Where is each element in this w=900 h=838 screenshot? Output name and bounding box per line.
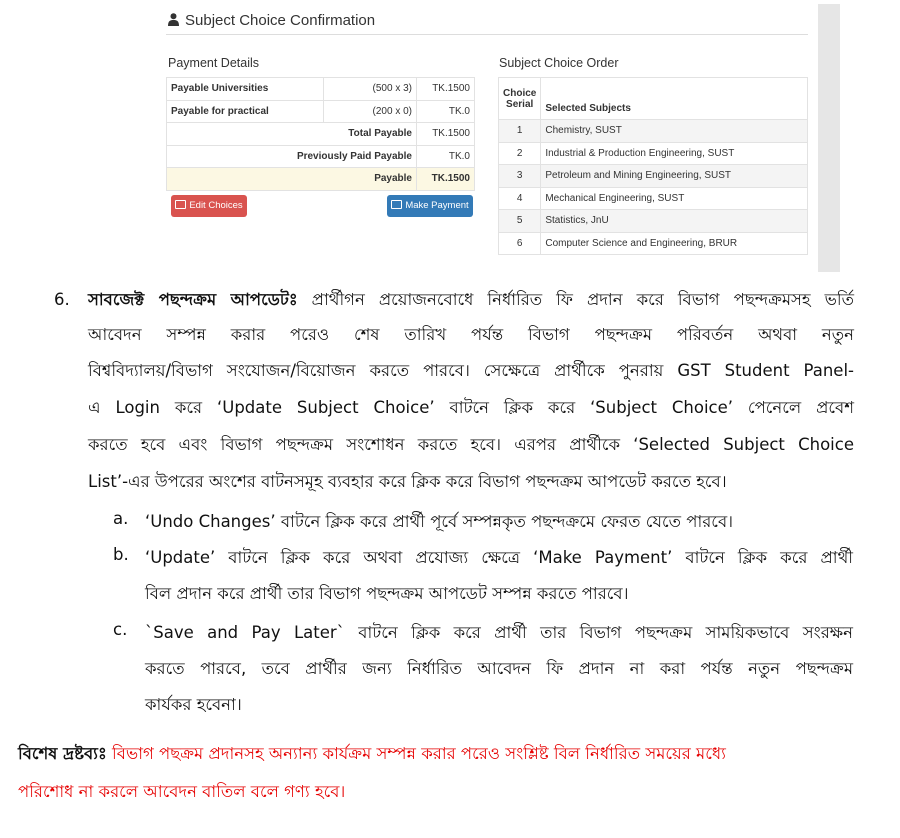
payment-details-heading: Payment Details (168, 56, 260, 70)
payment-amount: TK.1500 (417, 123, 475, 146)
payment-label: Payable Universities (167, 78, 324, 101)
payment-label: Payable for practical (167, 100, 324, 123)
special-note-line (18, 741, 854, 768)
payment-label: Total Payable (167, 123, 417, 146)
serial-cell: 1 (499, 120, 541, 143)
payment-calc: (200 x 0) (324, 100, 417, 123)
payment-amount: TK.0 (417, 145, 475, 168)
sub-item-line: বিল প্রদান করে প্রার্থী তার বিভাগ পছন্দক্রম আপডেট সম্পন্ন করতে পারবে। (145, 584, 629, 603)
payment-amount: TK.1500 (417, 168, 475, 191)
sub-item-marker: c. (113, 620, 128, 639)
subject-cell: Petroleum and Mining Engineering, SUST (541, 165, 808, 188)
paragraph-line: List’-এর উপরের অংশের বাটনসমূহ ব্যবহার করে ক্লিক করে বিভাগ পছন্দক্রম আপডেট করতে হবে। (88, 472, 727, 491)
payment-label: Previously Paid Payable (167, 145, 417, 168)
subject-order-heading: Subject Choice Order (499, 56, 619, 70)
paragraph-text: প্রার্থীগন প্রয়োজনবোধে নির্ধারিত ফি প্রদান করে বিভাগ পছন্দক্রমসহ ভর্তি (311, 290, 854, 309)
sub-item-line: `Save and Pay Later` বাটনে ক্লিক করে প্রার্থী তার বিভাগ পছন্দক্রম সাময়িকভাবে সংরক্ষন (145, 623, 853, 642)
subject-cell: Chemistry, SUST (541, 120, 808, 143)
serial-cell: 6 (499, 232, 541, 255)
note-label: বিশেষ দ্রষ্টব্যঃ (18, 744, 107, 763)
paragraph-line: এ Login করে ‘Update Subject Choice’ বাটনে ক্লিক করে ‘Subject Choice’ পেনেলে প্রবেশ (88, 398, 854, 417)
subject-cell: Mechanical Engineering, SUST (541, 187, 808, 210)
paragraph-line: আবেদন সম্পন্ন করার পরেও শেষ তারিখ পর্যন্ত বিভাগ পছন্দক্রম পরিবর্তন অথবা নতুন (88, 325, 854, 344)
serial-cell: 2 (499, 142, 541, 165)
payment-label: Payable (167, 168, 417, 191)
serial-header-line2: Serial (506, 98, 534, 110)
selected-subjects-header: Selected Subjects (541, 78, 808, 120)
paragraph-line: বিশ্ববিদ্যালয়/বিভাগ সংযোজন/বিয়োজন করতে পারবে। সেক্ষেত্রে প্রার্থীকে পুনরায় GST Student Panel- (88, 361, 854, 380)
sub-item-marker: b. (113, 545, 129, 564)
paragraph-line: করতে হবে এবং বিভাগ পছন্দক্রম সংশোধন করতে হবে। এরপর প্রার্থীকে ‘Selected Subject Choice (88, 435, 854, 454)
subject-cell: Statistics, JnU (541, 210, 808, 233)
sub-item-line: করতে পারবে, তবে প্রার্থীর জন্য নির্ধারিত আবেদন ফি প্রদান না করা পর্যন্ত নতুন পছন্দক্রম (145, 659, 853, 678)
sub-item-line: ‘Undo Changes’ বাটনে ক্লিক করে প্রার্থী পূর্বে সম্পন্নকৃত পছন্দক্রমে ফেরত যেতে পারবে। (145, 512, 734, 531)
edit-choices-label: Edit Choices (189, 200, 243, 211)
subject-cell: Computer Science and Engineering, BRUR (541, 232, 808, 255)
paragraph-line (88, 287, 854, 314)
serial-cell: 3 (499, 165, 541, 188)
item-number: 6. (54, 290, 70, 309)
sub-item-line: কার্যকর হবেনা। (145, 695, 242, 714)
make-payment-label: Make Payment (405, 200, 469, 211)
item-heading: সাবজেক্ট পছন্দক্রম আপডেটঃ (88, 290, 298, 309)
subject-cell: Industrial & Production Engineering, SUST (541, 142, 808, 165)
sub-item-marker: a. (113, 509, 129, 528)
serial-cell: 5 (499, 210, 541, 233)
serial-cell: 4 (499, 187, 541, 210)
note-text: বিভাগ পছক্রম প্রদানসহ অন্যান্য কার্যক্রম সম্পন্ন করার পরেও সংশ্লিষ্ট বিল নির্ধারিত সময়ের মধ্যে (112, 744, 726, 763)
choice-header-line1: Choice (503, 87, 537, 99)
panel-title-text: Subject Choice Confirmation (185, 12, 376, 29)
sub-item-line: ‘Update’ বাটনে ক্লিক করে অথবা প্রযোজ্য ক্ষেত্রে ‘Make Payment’ বাটনে ক্লিক করে প্রার্থী (145, 548, 853, 567)
payment-amount: TK.1500 (417, 78, 475, 101)
payment-amount: TK.0 (417, 100, 475, 123)
special-note-line: পরিশোধ না করলে আবেদন বাতিল বলে গণ্য হবে। (18, 782, 346, 801)
payment-calc: (500 x 3) (324, 78, 417, 101)
